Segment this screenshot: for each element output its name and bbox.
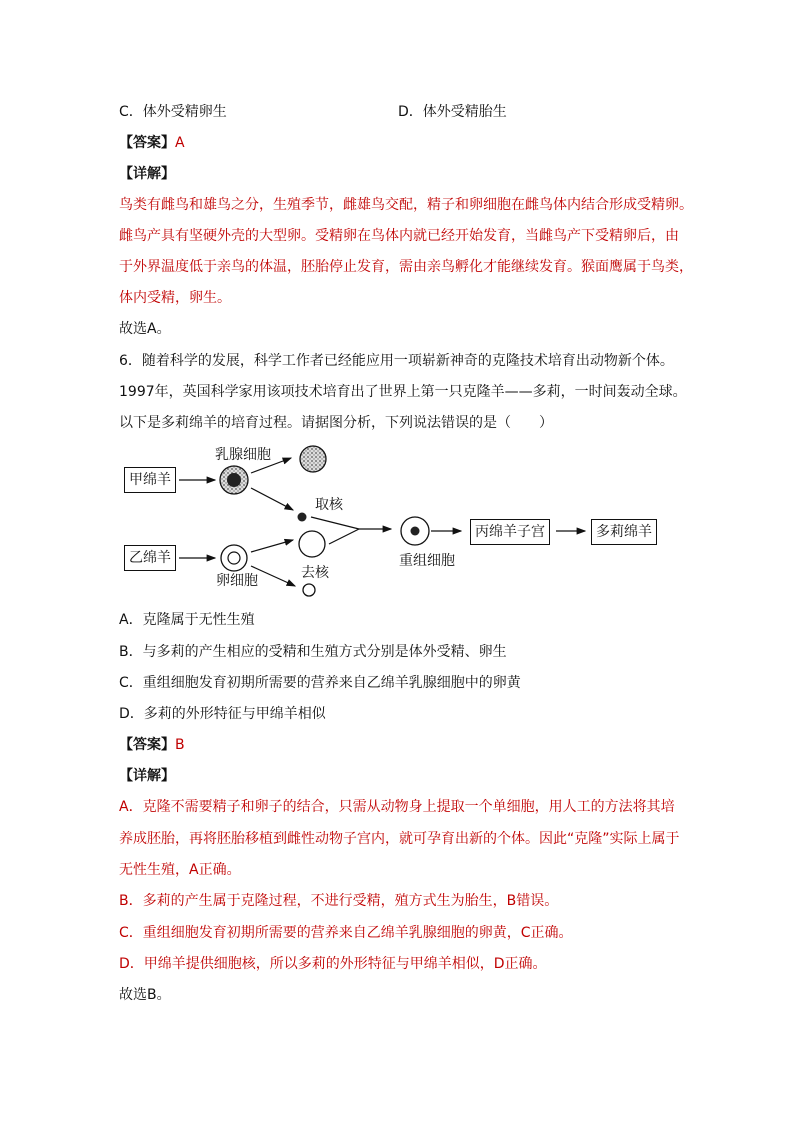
option-c-prev: C．体外受精卵生 (119, 104, 227, 120)
detail-label-q5: 【详解】 (119, 166, 175, 182)
merge-line-top (311, 517, 359, 529)
answer-label: 【答案】 (119, 737, 175, 753)
take-nucleus-label: 取核 (315, 497, 343, 513)
egg-cell-label: 卵细胞 (216, 573, 258, 589)
dolly-box: 多莉绵羊 (591, 519, 657, 545)
detail-line: 无性生殖，A正确。 (119, 862, 241, 878)
option-b: B．与多莉的产生相应的受精和生殖方式分别是体外受精、卵生 (119, 644, 507, 660)
answer-q6 (119, 735, 185, 755)
detail-line: B．多莉的产生属于克隆过程，不进行受精，殖方式生为胎生，B错误。 (119, 893, 559, 909)
recombined-nucleus-shape (411, 527, 420, 536)
detail-line: A．克隆不需要精子和卵子的结合，只需从动物身上提取一个单细胞，用人工的方法将其培 (119, 799, 675, 815)
remove-nucleus-label: 去核 (301, 565, 329, 581)
cloning-diagram (119, 440, 679, 605)
conclusion-q5: 故选A。 (119, 321, 171, 337)
sheep-b-box: 乙绵羊 (124, 545, 176, 571)
uterus-box: 丙绵羊子宫 (470, 519, 550, 545)
detail-line: 雌鸟产具有坚硬外壳的大型卵。受精卵在鸟体内就已经开始发育，当雌鸟产下受精卵后，由 (119, 228, 679, 244)
question-stem: 以下是多莉绵羊的培育过程。请据图分析，下列说法错误的是（ ） (119, 415, 553, 431)
isolated-nucleus-shape (298, 513, 307, 522)
removed-nucleus-shape (303, 584, 315, 596)
merge-line-bottom (329, 529, 359, 544)
arrow-egg-to-enucleated (251, 540, 293, 552)
answer-label: 【答案】 (119, 135, 175, 151)
detail-line: 于外界温度低于亲鸟的体温，胚胎停止发育，需由亲鸟孵化才能继续发育。猴面鹰属于鸟类， (119, 259, 693, 275)
detail-label-q6: 【详解】 (119, 768, 175, 784)
detail-line: D．甲绵羊提供细胞核，所以多莉的外形特征与甲绵羊相似，D正确。 (119, 956, 547, 972)
detail-line: C．重组细胞发育初期所需要的营养来自乙绵羊乳腺细胞的卵黄，C正确。 (119, 925, 573, 941)
conclusion-q6: 故选B。 (119, 987, 171, 1003)
sheep-a-box: 甲绵羊 (124, 467, 176, 493)
mammary-nucleus-shape (227, 473, 241, 487)
mammary-cell-label: 乳腺细胞 (215, 447, 271, 463)
detail-line: 养成胚胎，再将胚胎移植到雌性动物子宫内，就可孕育出新的个体。因此“克隆”实际上属于 (119, 831, 680, 847)
detail-line: 鸟类有雌鸟和雄鸟之分，生殖季节，雌雄鸟交配，精子和卵细胞在雌鸟体内结合形成受精卵。 (119, 197, 693, 213)
option-d-prev: D．体外受精胎生 (398, 104, 507, 120)
detail-line: 体内受精，卵生。 (119, 290, 231, 306)
option-d: D．多莉的外形特征与甲绵羊相似 (119, 706, 326, 722)
question-stem: 1997年，英国科学家用该项技术培育出了世界上第一只克隆羊——多莉，一时间轰动全球。 (119, 384, 687, 400)
answer-value: A (175, 135, 185, 151)
question-stem: 6．随着科学的发展，科学工作者已经能应用一项崭新神奇的克隆技术培育出动物新个体。 (119, 353, 674, 369)
arrow-mammary-to-nucleus (251, 488, 293, 510)
egg-nucleus-shape (228, 552, 240, 564)
option-a: A．克隆属于无性生殖 (119, 612, 255, 628)
enucleated-egg-shape (299, 531, 325, 557)
answer-value: B (175, 737, 185, 753)
mammary-cell-copy-shape (300, 446, 326, 472)
option-c: C．重组细胞发育初期所需要的营养来自乙绵羊乳腺细胞中的卵黄 (119, 675, 521, 691)
answer-q5 (119, 133, 185, 153)
recombined-cell-label: 重组细胞 (399, 553, 455, 569)
